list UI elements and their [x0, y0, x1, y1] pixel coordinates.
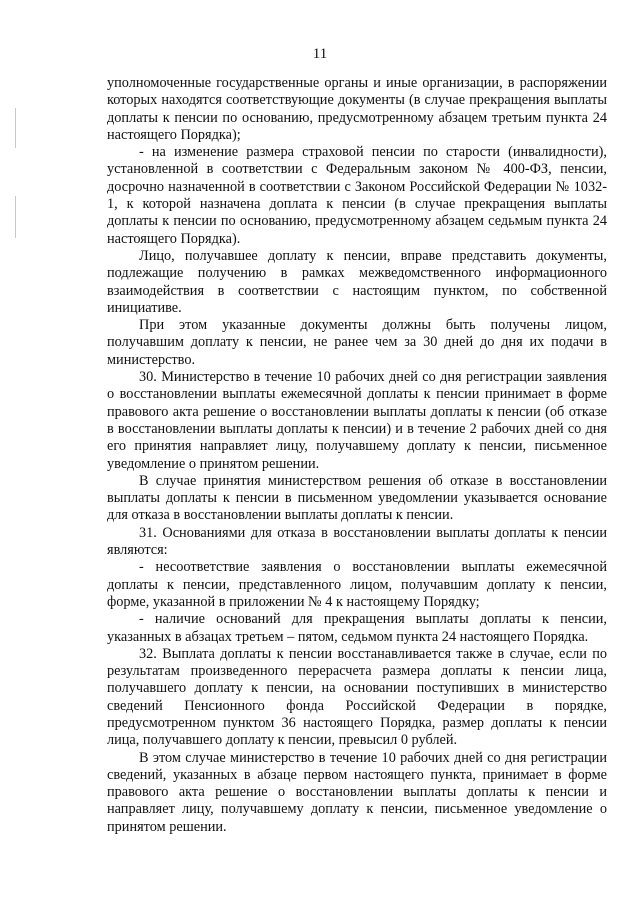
document-body: [107, 75, 607, 836]
paragraph: В этом случае министерство в течение 10 рабочих дней со дня регистрации сведений, указанных в абзаце первом настоящего пункта, принимает в форме правового акта решение о восстановлении выплаты доплаты к пенсии и направляет лицу, получавшему доплату к пенсии, письменное уведомление о принятом решении.: [107, 749, 607, 835]
paragraph: При этом указанные документы должны быть получены лицом, получавшим доплату к пенсии, не ранее чем за 30 дней до дня их подачи в министерство.: [107, 317, 607, 368]
paragraph: уполномоченные государственные органы и иные организации, в распоряжении которых находятся соответствующие документы (в случае прекращения выплаты доплаты к пенсии по основанию, предусмотренному абзацем третьим пункта 24 настоящего Порядка);: [107, 75, 607, 143]
page-number: 11: [312, 46, 328, 62]
paragraph: - несоответствие заявления о восстановлении выплаты ежемесячной доплаты к пенсии, представленного лицом, получавшим доплату к пенсии, форме, указанной в приложении № 4 к настоящему Порядку;: [107, 559, 607, 610]
paragraph: 32. Выплата доплаты к пенсии восстанавливается также в случае, если по результатам произведенного перерасчета размера доплаты к пенсии лица, получавшего доплату к пенсии, на основании поступивших в министерство сведений Пенсионного фонда Российской Федерации в порядке, предусмотренном пунктом 36 настоящего Порядка, размер доплаты к пенсии лица, получавшего доплату к пенсии, превысил 0 рублей.: [107, 645, 607, 749]
paragraph: Лицо, получавшее доплату к пенсии, вправе представить документы, подлежащие получению в рамках межведомственного информационного взаимодействия в соответствии с настоящим пунктом, по собственной инициативе.: [107, 247, 607, 316]
paragraph: В случае принятия министерством решения об отказе в восстановлении выплаты доплаты к пенсии в письменном уведомлении указывается основание для отказа в восстановлении выплаты доплаты к пенсии.: [107, 472, 607, 524]
paragraph: 31. Основаниями для отказа в восстановлении выплаты доплаты к пенсии являются:: [107, 524, 607, 559]
scan-margin-line-top: [15, 108, 16, 148]
paragraph: - наличие оснований для прекращения выплаты доплаты к пенсии, указанных в абзацах третьем – пятом, седьмом пункта 24 настоящего Порядка.: [107, 611, 607, 645]
paragraph: 30. Министерство в течение 10 рабочих дней со дня регистрации заявления о восстановлении выплаты ежемесячной доплаты к пенсии принимает в форме правового акта решение о восстановлении выплаты доплаты к пенсии (об отказе в восстановлении выплаты доплаты к пенсии) и в течение 2 рабочих дней со дня его принятия направляет лицу, получавшему доплату к пенсии, письменное уведомление о принятом решении.: [107, 369, 607, 472]
paragraph: - на изменение размера страховой пенсии по старости (инвалидности), установленной в соответствии с Федеральным законом № 400-ФЗ, пенсии, досрочно назначенной в соответствии с Законом Российской Федерации № 1032-1, к которой назначена доплата к пенсии (в случае прекращения выплаты доплаты к пенсии по основанию, предусмотренному абзацем седьмым пункта 24 настоящего Порядка).: [107, 144, 607, 247]
scan-margin-line-bottom: [15, 196, 16, 238]
